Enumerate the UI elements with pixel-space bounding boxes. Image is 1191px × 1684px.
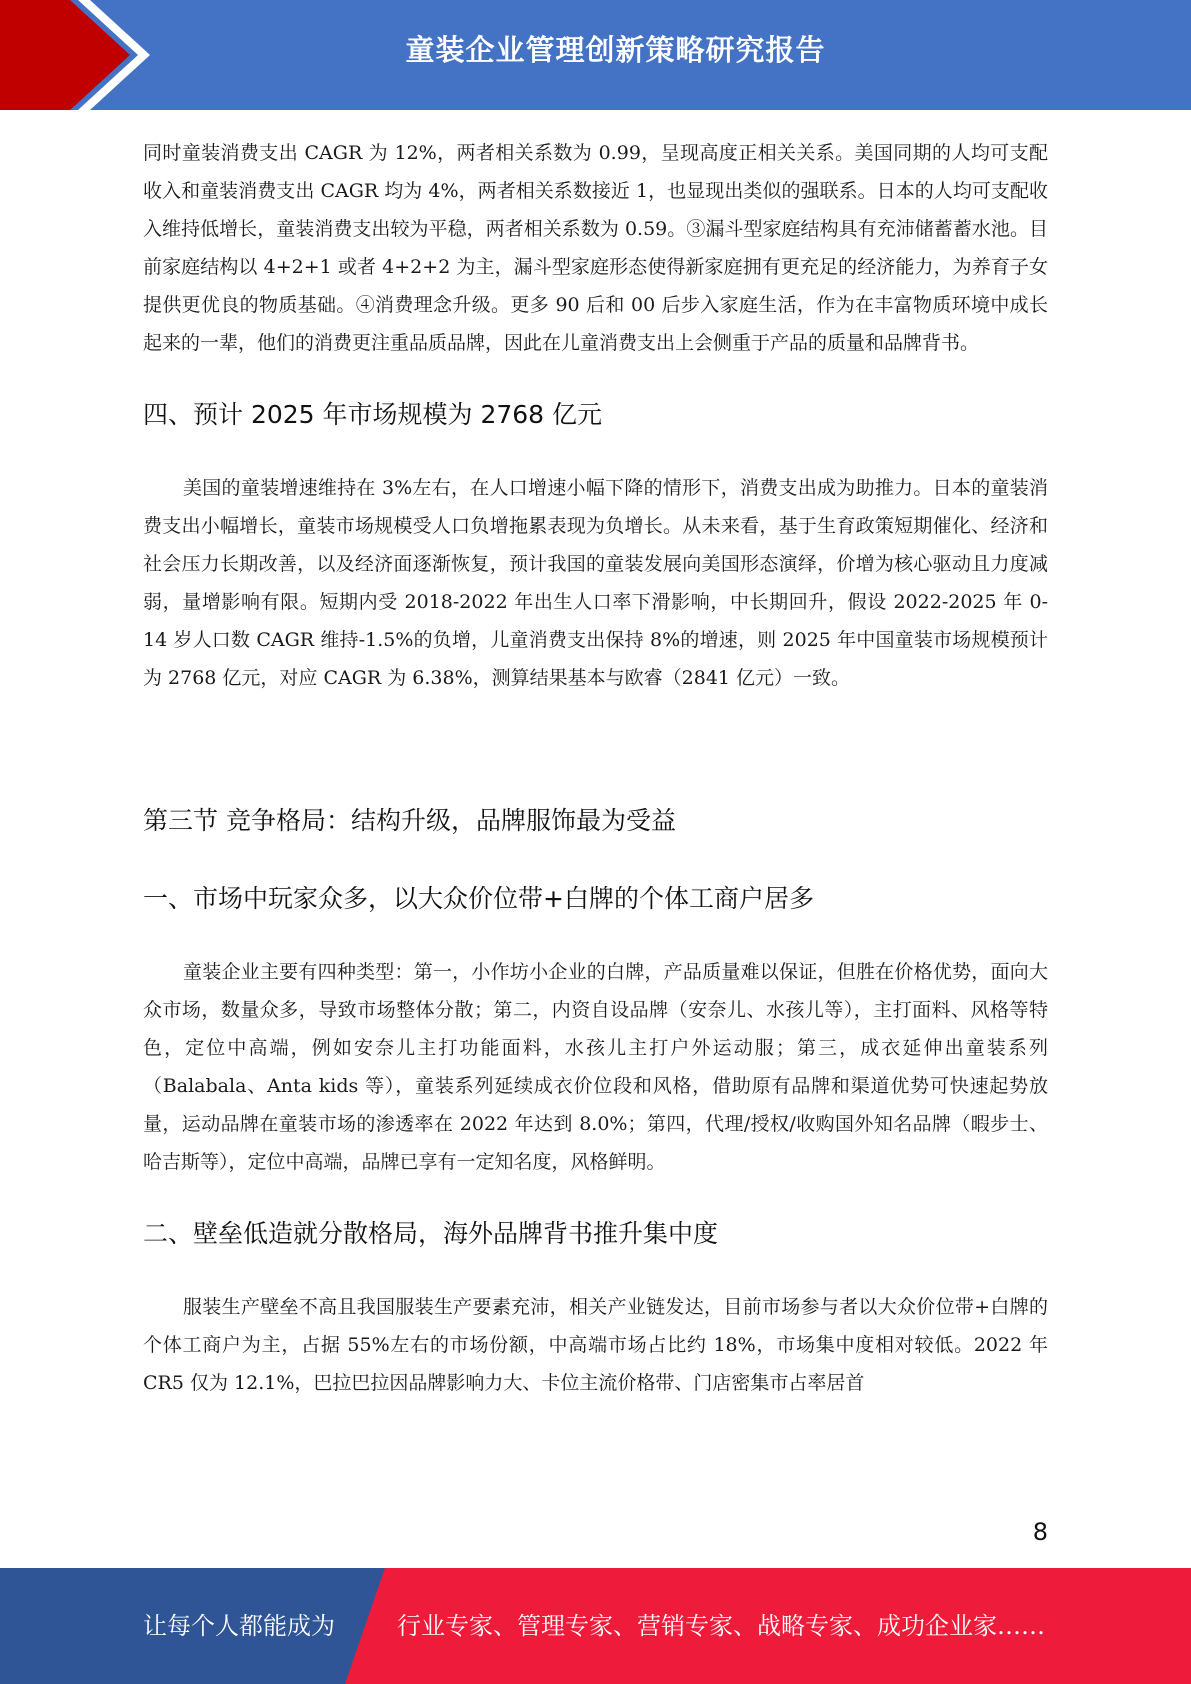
section-four-paragraph: 美国的童装增速维持在 3%左右，在人口增速小幅下降的情形下，消费支出成为助推力。日本的童装消费支出小幅增长，童装市场规模受人口负增拖累表现为负增长。从未来看，基于生育政策短期催化、经济和社会压力长期改善，以及经济面逐渐恢复，预计我国的童装发展向美国形态演绎，价增为核心驱动且力度减弱，量增影响有限。短期内受 2018-2022 年出生人口率下滑影响，中长期回升，假设 2022-2025 年 0-14 岁人口数 CAGR 维持-1.5%的负增，儿童消费支出保持 8%的增速，则 2025 年中国童装市场规模预计为 2768 亿元，对应 CAGR 为 6.38%，测算结果基本与欧睿（2841 亿元）一致。 <box>143 477 1048 689</box>
document-body <box>143 134 1048 1402</box>
section-four-heading: 四、预计 2025 年市场规模为 2768 亿元 <box>143 400 603 429</box>
page-number: 8 <box>1032 1518 1048 1546</box>
subsection-one-heading: 一、市场中玩家众多，以大众价位带+白牌的个体工商户居多 <box>143 884 814 913</box>
subsection-one-paragraph: 童装企业主要有四种类型：第一，小作坊小企业的白牌，产品质量难以保证，但胜在价格优势，面向大众市场，数量众多，导致市场整体分散；第二，内资自设品牌（安奈儿、水孩儿等），主打面料、风格等特色，定位中高端，例如安奈儿主打功能面料，水孩儿主打户外运动服；第三，成衣延伸出童装系列（Balabala、Anta kids 等），童装系列延续成衣价位段和风格，借助原有品牌和渠道优势可快速起势放量，运动品牌在童装市场的渗透率在 2022 年达到 8.0%；第四，代理/授权/收购国外知名品牌（暇步士、哈吉斯等），定位中高端，品牌已享有一定知名度，风格鲜明。 <box>143 961 1048 1173</box>
intro-paragraph: 同时童装消费支出 CAGR 为 12%，两者相关系数为 0.99，呈现高度正相关关系。美国同期的人均可支配收入和童装消费支出 CAGR 均为 4%，两者相关系数接近 1，也显现出类似的强联系。日本的人均可支配收入维持低增长，童装消费支出较为平稳，两者相关系数为 0.59。③漏斗型家庭结构具有充沛储蓄蓄水池。目前家庭结构以 4+2+1 或者 4+2+2 为主，漏斗型家庭形态使得新家庭拥有更充足的经济能力，为养育子女提供更优良的物质基础。④消费理念升级。更多 90 后和 00 后步入家庭生活，作为在丰富物质环境中成长起来的一辈，他们的消费更注重品质品牌，因此在儿童消费支出上会侧重于产品的质量和品牌背书。 <box>143 142 1048 354</box>
subsection-two-heading: 二、壁垒低造就分散格局，海外品牌背书推升集中度 <box>143 1219 719 1248</box>
report-title: 童装企业管理创新策略研究报告 <box>405 33 826 67</box>
footer-slogan-left: 让每个人都能成为 <box>143 1612 335 1640</box>
subsection-two-paragraph: 服装生产壁垒不高且我国服装生产要素充沛，相关产业链发达，目前市场参与者以大众价位带+白牌的个体工商户为主，占据 55%左右的市场份额，中高端市场占比约 18%，市场集中度相对较低。2022 年 CR5 仅为 12.1%，巴拉巴拉因品牌影响力大、卡位主流价格带、门店密集市占率居首 <box>143 1296 1048 1394</box>
footer-slogan-right: 行业专家、管理专家、营销专家、战略专家、成功企业家…… <box>397 1612 1045 1640</box>
page-header <box>0 0 1191 110</box>
chapter-three-heading: 第三节 竞争格局：结构升级，品牌服饰最为受益 <box>143 806 676 835</box>
page-footer <box>0 1568 1191 1684</box>
